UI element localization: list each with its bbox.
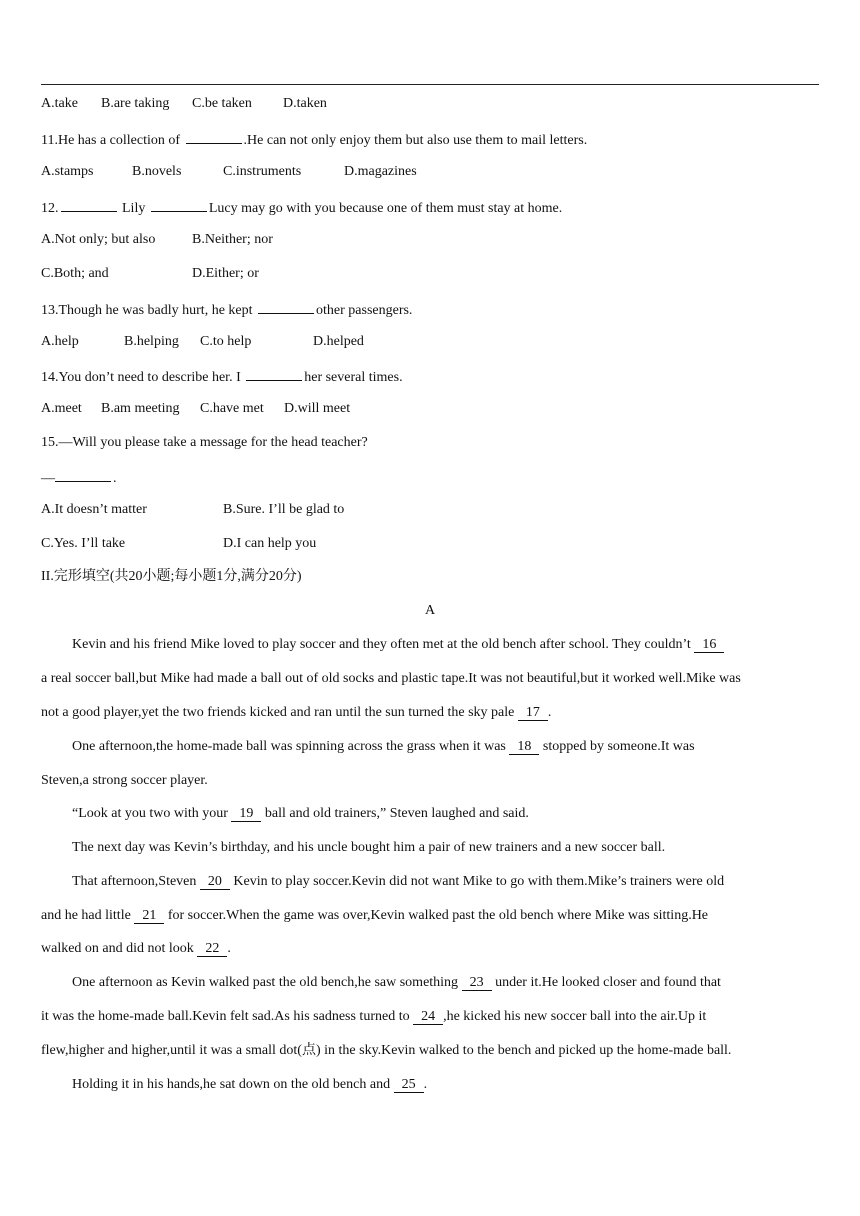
passage-text: “Look at you two with your [72, 806, 232, 821]
q12-options-row2 [41, 265, 259, 283]
passage-p5-line2 [41, 907, 708, 925]
blank-25: 25 [394, 1077, 424, 1093]
blank-23: 23 [462, 975, 492, 991]
q14-options [41, 400, 350, 418]
q10-options [41, 95, 327, 113]
q13-option-d: D.helped [313, 334, 364, 349]
q11-stem-post: .He can not only enjoy them but also use them to mail letters. [243, 133, 588, 148]
blank-22: 22 [197, 941, 227, 957]
passage-text: . [547, 705, 552, 720]
passage-p5-line3 [41, 940, 231, 958]
q12-option-a: A.Not only; but also [41, 232, 156, 247]
passage-p1-line2: a real soccer ball,but Mike had made a ball out of old socks and plastic tape.It was not beautiful,but it worked well.Mike was [41, 671, 741, 686]
passage-text: ,he kicked his new soccer ball into the air.Up it [443, 1009, 707, 1024]
q14-stem-post: her several times. [304, 370, 403, 385]
passage-text: Holding it in his hands,he sat down on the old bench and [72, 1077, 394, 1092]
blank-21: 21 [134, 908, 164, 924]
q12-stem-mid: Lily [118, 201, 149, 216]
passage-text: walked on and did not look [41, 941, 198, 956]
q13-stem [41, 299, 412, 320]
q11-option-d: D.magazines [344, 164, 417, 179]
passage-text: One afternoon as Kevin walked past the old bench,he saw something [72, 975, 462, 990]
q10-option-c: C.be taken [192, 96, 252, 111]
passage-text: ball and old trainers,” Steven laughed and said. [261, 806, 529, 821]
passage-p2-line2: Steven,a strong soccer player. [41, 773, 208, 788]
q11-stem [41, 129, 587, 150]
passage-p3 [72, 805, 529, 823]
passage-p4: The next day was Kevin’s birthday, and his uncle bought him a pair of new trainers and a new soccer ball. [72, 840, 666, 855]
q11-blank [186, 129, 242, 144]
passage-p1-line1 [72, 636, 724, 654]
section-heading: II.完形填空(共20小题;每小题1分,满分20分) [41, 569, 302, 584]
q13-options [41, 333, 364, 351]
q14-option-a: A.meet [41, 401, 82, 416]
q13-blank [258, 299, 314, 314]
blank-18: 18 [509, 739, 539, 755]
q15-option-a: A.It doesn’t matter [41, 502, 147, 517]
passage-p7 [72, 1076, 427, 1094]
blank-19: 19 [231, 806, 261, 822]
passage-p6-line1 [72, 974, 721, 992]
passage-text: Kevin to play soccer.Kevin did not want Mike to go with them.Mike’s trainers were old [229, 874, 725, 889]
passage-text: . [227, 941, 231, 956]
q13-option-b: B.helping [124, 334, 179, 349]
q14-option-b: B.am meeting [101, 401, 180, 416]
q11-options [41, 163, 417, 181]
passage-text: . [423, 1077, 428, 1092]
passage-p5-line1 [72, 873, 724, 891]
q15-option-b: B.Sure. I’ll be glad to [223, 502, 345, 517]
q15-question: 15.—Will you please take a message for the head teacher? [41, 435, 368, 450]
q10-option-b: B.are taking [101, 96, 170, 111]
q14-blank [246, 366, 302, 381]
blank-16: 16 [694, 637, 724, 653]
q15-options-row2 [41, 535, 316, 553]
q12-option-c: C.Both; and [41, 266, 109, 281]
q15-option-c: C.Yes. I’ll take [41, 536, 126, 551]
passage-text: under it.He looked closer and found that [491, 975, 721, 990]
passage-p1-line3 [41, 704, 551, 722]
q10-option-d: D.taken [283, 96, 327, 111]
q13-stem-pre: 13.Though he was badly hurt, he kept [41, 303, 257, 318]
q15-reply-dash: — [41, 471, 55, 486]
q14-option-c: C.have met [200, 401, 264, 416]
passage-text: and he had little [41, 908, 135, 923]
q10-option-a: A.take [41, 96, 78, 111]
q12-stem [41, 197, 562, 218]
q12-options-row1 [41, 231, 273, 249]
q11-stem-pre: 11.He has a collection of [41, 133, 184, 148]
q14-stem [41, 366, 403, 387]
q13-option-a: A.help [41, 334, 79, 349]
q11-option-b: B.novels [132, 164, 182, 179]
passage-text: Kevin and his friend Mike loved to play soccer and they often met at the old bench after school. They couldn’t [72, 637, 695, 652]
passage-p2-line1 [72, 738, 695, 756]
q14-stem-pre: 14.You don’t need to describe her. I [41, 370, 245, 385]
passage-text: One afternoon,the home-made ball was spinning across the grass when it was [72, 739, 510, 754]
passage-p6-line2 [41, 1008, 706, 1026]
passage-text: it was the home-made ball.Kevin felt sad.As his sadness turned to [41, 1009, 414, 1024]
q15-options-row1 [41, 501, 344, 519]
q12-blank-1 [61, 197, 117, 212]
q12-option-b: B.Neither; nor [192, 232, 273, 247]
q11-option-a: A.stamps [41, 164, 94, 179]
q15-reply [41, 467, 117, 488]
blank-17: 17 [518, 705, 548, 721]
q15-reply-end: . [113, 471, 117, 486]
header-rule [41, 84, 819, 85]
q13-stem-post: other passengers. [316, 303, 413, 318]
q11-option-c: C.instruments [223, 164, 302, 179]
q12-blank-2 [151, 197, 207, 212]
q15-option-d: D.I can help you [223, 536, 317, 551]
passage-p6-line3: flew,higher and higher,until it was a small dot(点) in the sky.Kevin walked to the bench and picked up the home-made ball. [41, 1043, 732, 1058]
q14-option-d: D.will meet [284, 401, 351, 416]
passage-text: stopped by someone.It was [539, 739, 695, 754]
passage-text: for soccer.When the game was over,Kevin walked past the old bench where Mike was sitting.He [164, 908, 709, 923]
q12-stem-pre: 12. [41, 201, 59, 216]
blank-24: 24 [413, 1009, 443, 1025]
passage-text: That afternoon,Steven [72, 874, 200, 889]
q12-option-d: D.Either; or [192, 266, 259, 281]
q12-stem-post: Lucy may go with you because one of them must stay at home. [208, 201, 563, 216]
passage-text: not a good player,yet the two friends kicked and ran until the sun turned the sky pale [41, 705, 518, 720]
q13-option-c: C.to help [200, 334, 252, 349]
passage-label: A [424, 603, 436, 618]
q15-blank [55, 467, 111, 482]
blank-20: 20 [200, 874, 230, 890]
